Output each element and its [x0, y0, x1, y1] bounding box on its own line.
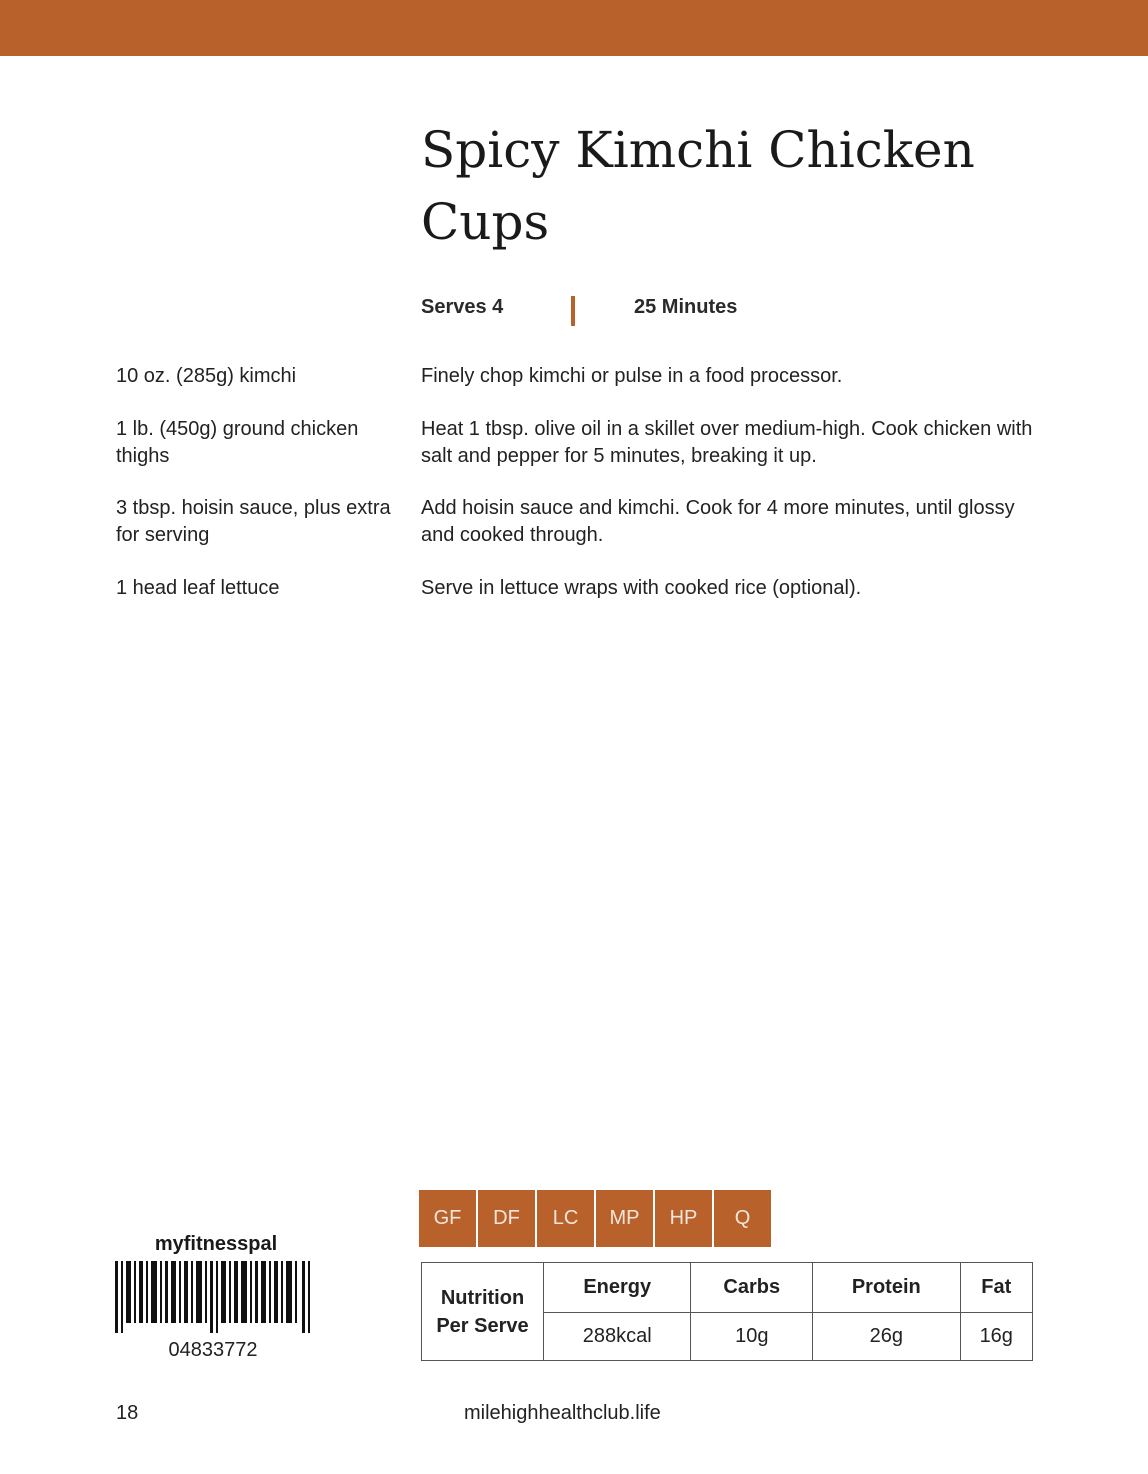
diet-tags: [419, 1190, 771, 1247]
nutrition-header-carbs: Carbs: [691, 1263, 813, 1313]
method-step: Heat 1 tbsp. olive oil in a skillet over medium-high. Cook chicken with salt and pepper for 5 minutes, breaking it up.: [421, 418, 1033, 467]
barcode-number: 04833772: [168, 1339, 258, 1361]
nutrition-value-fat: 16g: [960, 1313, 1033, 1361]
tag-low-carb: LC: [537, 1190, 594, 1247]
cook-time: 25 Minutes: [634, 296, 738, 318]
nutrition-value-protein: 26g: [813, 1313, 960, 1361]
recipe-title: Spicy Kimchi Chicken Cups: [421, 121, 975, 251]
method-step: Serve in lettuce wraps with cooked rice (optional).: [421, 577, 862, 599]
tag-quick: Q: [714, 1190, 771, 1247]
top-accent-bar: [0, 0, 1148, 56]
nutrition-value-carbs: 10g: [691, 1313, 813, 1361]
ingredient-item: 1 lb. (450g) ground chicken thighs: [116, 418, 359, 467]
tag-meal-prep: MP: [596, 1190, 653, 1247]
meta-divider: [571, 296, 575, 326]
page-number: 18: [116, 1402, 139, 1424]
footer-url: milehighhealthclub.life: [464, 1402, 661, 1424]
myfitnesspal-label: myfitnesspal: [154, 1233, 278, 1255]
barcode-icon: [113, 1261, 313, 1333]
tag-dairy-free: DF: [478, 1190, 535, 1247]
serves-count: Serves 4: [421, 296, 504, 318]
ingredient-item: 3 tbsp. hoisin sauce, plus extra for serving: [116, 497, 391, 546]
nutrition-label: Nutrition Per Serve: [422, 1263, 544, 1361]
tag-gluten-free: GF: [419, 1190, 476, 1247]
ingredient-item: 1 head leaf lettuce: [116, 577, 280, 599]
ingredient-item: 10 oz. (285g) kimchi: [116, 365, 297, 387]
method-step: Add hoisin sauce and kimchi. Cook for 4 more minutes, until glossy and cooked through.: [421, 497, 1015, 546]
nutrition-table: [421, 1262, 1033, 1361]
nutrition-header-energy: Energy: [544, 1263, 691, 1313]
method-step: Finely chop kimchi or pulse in a food processor.: [421, 365, 843, 387]
nutrition-header-fat: Fat: [960, 1263, 1033, 1313]
nutrition-value-energy: 288kcal: [544, 1313, 691, 1361]
tag-high-protein: HP: [655, 1190, 712, 1247]
nutrition-header-protein: Protein: [813, 1263, 960, 1313]
